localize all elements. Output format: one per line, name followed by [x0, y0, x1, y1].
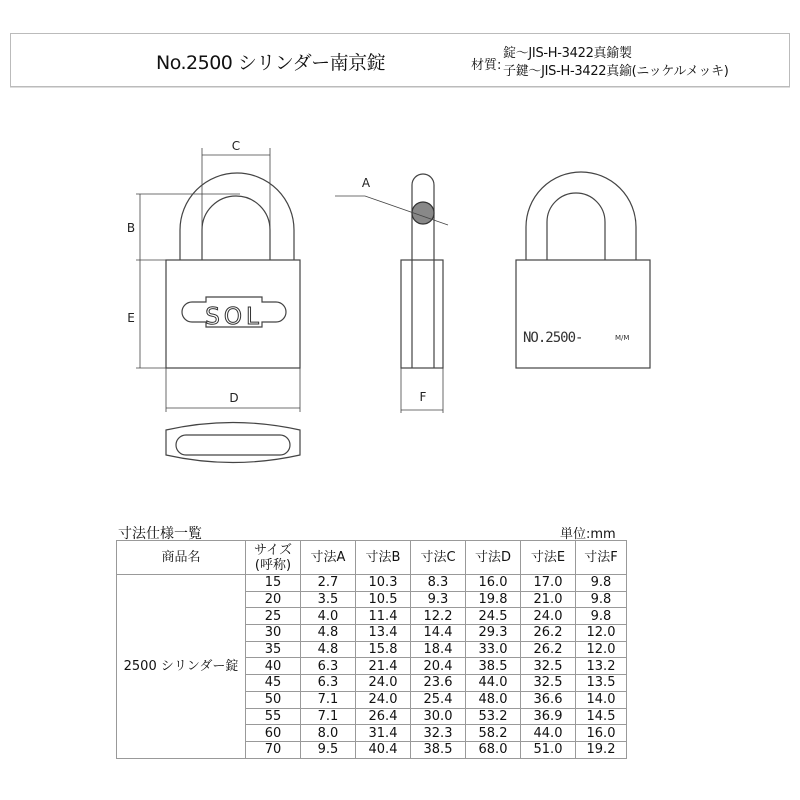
cell-size: 55 [246, 708, 301, 725]
cell-dim-d: 44.0 [466, 675, 521, 692]
cell-dim-e: 26.2 [521, 625, 576, 642]
side-body [401, 260, 443, 368]
cell-dim-e: 26.2 [521, 641, 576, 658]
cell-dim-d: 33.0 [466, 641, 521, 658]
keyhole-slot [176, 435, 290, 455]
cell-dim-f: 13.2 [576, 658, 627, 675]
cell-dim-e: 32.5 [521, 658, 576, 675]
header-size: サイズ(呼称) [246, 541, 301, 575]
material-key: 子鍵～JIS-H-3422真鍮(ニッケルメッキ) [503, 64, 729, 79]
cell-dim-e: 32.5 [521, 675, 576, 692]
table-caption: 寸法仕様一覧 [118, 526, 202, 542]
cell-dim-e: 51.0 [521, 741, 576, 758]
cell-dim-c: 8.3 [411, 575, 466, 592]
cell-dim-a: 4.0 [301, 608, 356, 625]
material-label: 材質: [471, 58, 502, 73]
cell-dim-c: 32.3 [411, 725, 466, 742]
front-view [127, 139, 300, 463]
cell-size: 30 [246, 625, 301, 642]
cell-dim-c: 9.3 [411, 591, 466, 608]
label-a: A [361, 176, 371, 190]
cell-dim-b: 15.8 [356, 641, 411, 658]
label-c: C [231, 139, 241, 153]
cell-dim-a: 9.5 [301, 741, 356, 758]
cell-dim-b: 31.4 [356, 725, 411, 742]
cell-dim-b: 10.5 [356, 591, 411, 608]
cell-dim-a: 7.1 [301, 691, 356, 708]
table-row [117, 575, 627, 592]
cell-dim-d: 58.2 [466, 725, 521, 742]
cell-dim-c: 20.4 [411, 658, 466, 675]
cell-dim-d: 16.0 [466, 575, 521, 592]
front-shackle [180, 173, 294, 260]
cell-dim-b: 24.0 [356, 691, 411, 708]
cell-dim-a: 4.8 [301, 625, 356, 642]
cell-dim-a: 6.3 [301, 658, 356, 675]
cell-dim-b: 21.4 [356, 658, 411, 675]
back-view [516, 172, 650, 368]
header-dim-b: 寸法B [356, 541, 411, 575]
cell-dim-e: 44.0 [521, 725, 576, 742]
cell-size: 20 [246, 591, 301, 608]
label-e: E [127, 311, 135, 325]
dim-e-line [136, 260, 166, 368]
cell-dim-f: 12.0 [576, 641, 627, 658]
cell-dim-c: 14.4 [411, 625, 466, 642]
cell-size: 50 [246, 691, 301, 708]
cell-dim-f: 9.8 [576, 575, 627, 592]
header-dim-f: 寸法F [576, 541, 627, 575]
cell-size: 15 [246, 575, 301, 592]
cell-dim-c: 25.4 [411, 691, 466, 708]
unit-label: 単位:mm [560, 527, 616, 542]
cell-dim-c: 12.2 [411, 608, 466, 625]
cell-dim-d: 48.0 [466, 691, 521, 708]
cell-dim-d: 38.5 [466, 658, 521, 675]
cell-dim-f: 14.5 [576, 708, 627, 725]
cell-dim-d: 24.5 [466, 608, 521, 625]
cell-dim-b: 40.4 [356, 741, 411, 758]
header-dim-c: 寸法C [411, 541, 466, 575]
label-b: B [126, 221, 136, 235]
front-logo: SOL [205, 304, 263, 330]
cell-size: 35 [246, 641, 301, 658]
bottom-view [166, 423, 300, 463]
cell-dim-a: 4.8 [301, 641, 356, 658]
back-body [516, 260, 650, 368]
side-view [335, 174, 448, 413]
cell-dim-f: 9.8 [576, 591, 627, 608]
label-d: D [229, 391, 239, 405]
cell-dim-b: 26.4 [356, 708, 411, 725]
cell-dim-d: 19.8 [466, 591, 521, 608]
cell-dim-c: 18.4 [411, 641, 466, 658]
header-dim-e: 寸法E [521, 541, 576, 575]
cell-size: 25 [246, 608, 301, 625]
product-name-cell: 2500 シリンダー錠 [117, 575, 246, 759]
cell-dim-a: 3.5 [301, 591, 356, 608]
header-dim-d: 寸法D [466, 541, 521, 575]
cell-size: 40 [246, 658, 301, 675]
material-lock: 錠～JIS-H-3422真鍮製 [503, 46, 632, 61]
page-title: No.2500 シリンダー南京錠 [156, 52, 386, 74]
cell-dim-e: 17.0 [521, 575, 576, 592]
cell-dim-b: 13.4 [356, 625, 411, 642]
cell-dim-a: 8.0 [301, 725, 356, 742]
cell-dim-b: 24.0 [356, 675, 411, 692]
cell-dim-d: 29.3 [466, 625, 521, 642]
header-dim-a: 寸法A [301, 541, 356, 575]
shackle-section [412, 202, 434, 224]
cell-dim-a: 2.7 [301, 575, 356, 592]
cell-dim-e: 36.9 [521, 708, 576, 725]
cell-dim-d: 53.2 [466, 708, 521, 725]
cell-dim-a: 6.3 [301, 675, 356, 692]
cell-size: 70 [246, 741, 301, 758]
cell-dim-b: 11.4 [356, 608, 411, 625]
label-f: F [419, 390, 427, 404]
back-shackle [526, 172, 636, 260]
cell-dim-f: 12.0 [576, 625, 627, 642]
cell-dim-c: 38.5 [411, 741, 466, 758]
cell-dim-f: 14.0 [576, 691, 627, 708]
dim-b-line [136, 194, 240, 260]
cell-dim-c: 30.0 [411, 708, 466, 725]
cell-dim-d: 68.0 [466, 741, 521, 758]
cell-dim-b: 10.3 [356, 575, 411, 592]
cell-dim-c: 23.6 [411, 675, 466, 692]
dimension-table [116, 540, 627, 759]
cell-dim-f: 19.2 [576, 741, 627, 758]
cell-size: 60 [246, 725, 301, 742]
cell-size: 45 [246, 675, 301, 692]
cell-dim-e: 36.6 [521, 691, 576, 708]
table-header-row [117, 541, 627, 575]
cell-dim-f: 9.8 [576, 608, 627, 625]
header-product-name: 商品名 [117, 541, 246, 575]
back-marking: NO.2500- [523, 330, 583, 346]
cell-dim-e: 21.0 [521, 591, 576, 608]
cell-dim-f: 13.5 [576, 675, 627, 692]
dim-d-line [166, 368, 300, 412]
dim-c-line [202, 148, 270, 230]
back-mark-small: M/M [615, 334, 630, 342]
cell-dim-f: 16.0 [576, 725, 627, 742]
cell-dim-a: 7.1 [301, 708, 356, 725]
cell-dim-e: 24.0 [521, 608, 576, 625]
